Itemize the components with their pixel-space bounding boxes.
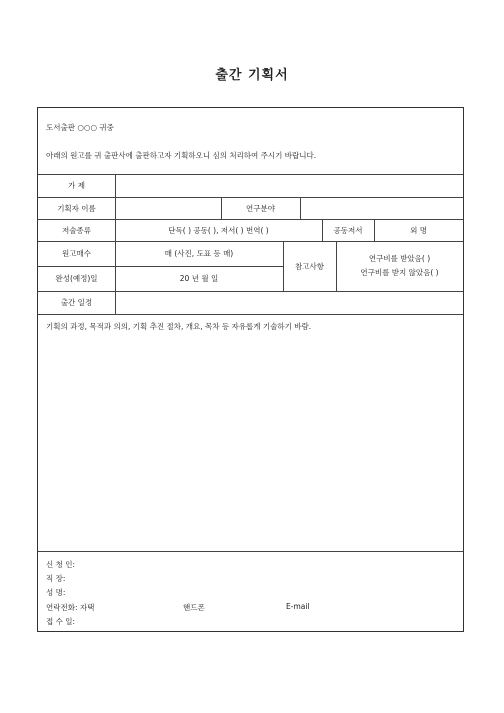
field-label: 연구분야 [246, 203, 275, 213]
name-line: 성 명: [46, 588, 66, 597]
complete-label: 완성(예정)일 [55, 274, 98, 283]
planner-label: 기획자 이름 [57, 203, 96, 213]
pages-label: 원고매수 [62, 249, 91, 258]
description-text: 기획의 과정, 목적과 의의, 기획 추진 절차, 개요, 목차 등 자유롭게 기술하기 바람. [46, 322, 312, 331]
contact-line: 연락전화: 자택 [46, 603, 95, 612]
rule [38, 314, 463, 315]
notes-label: 참고사항 [295, 261, 324, 271]
addressee: 도서출판 ○○○ 귀중 [46, 123, 114, 132]
funding-no: 연구비를 받지 않았음( ) [360, 268, 439, 277]
complete-value: 20 년 월 일 [179, 274, 219, 283]
coauthor-value: 외 명 [410, 225, 427, 235]
rule [300, 197, 301, 219]
type-label: 저술종류 [62, 225, 91, 235]
document-title: 출간 기획서 [215, 68, 289, 83]
received-line: 접 수 일: [46, 617, 76, 626]
email-label: E-mail [286, 602, 310, 611]
intro-text: 아래의 원고를 귀 출판사에 출판하고자 기획하오니 심의 처리하여 주시기 바랍니다. [46, 151, 317, 160]
pages-value: 매 (사진, 도표 등 매) [164, 249, 234, 258]
schedule-label: 출간 일정 [60, 298, 93, 307]
funding-yes: 연구비를 받았음( ) [368, 254, 431, 263]
workplace-line: 직 장: [46, 574, 66, 583]
coauthor-label: 공동저서 [333, 225, 363, 235]
funding-cell [336, 241, 463, 291]
form-frame [37, 107, 464, 632]
type-options: 단독( ) 공동( ), 저서( ) 번역( ) [168, 225, 269, 235]
applicant-line: 신 청 인: [46, 560, 76, 569]
title-label: 가 제 [68, 181, 85, 190]
rule [38, 551, 463, 552]
mobile-label: 핸드폰 [183, 603, 205, 612]
